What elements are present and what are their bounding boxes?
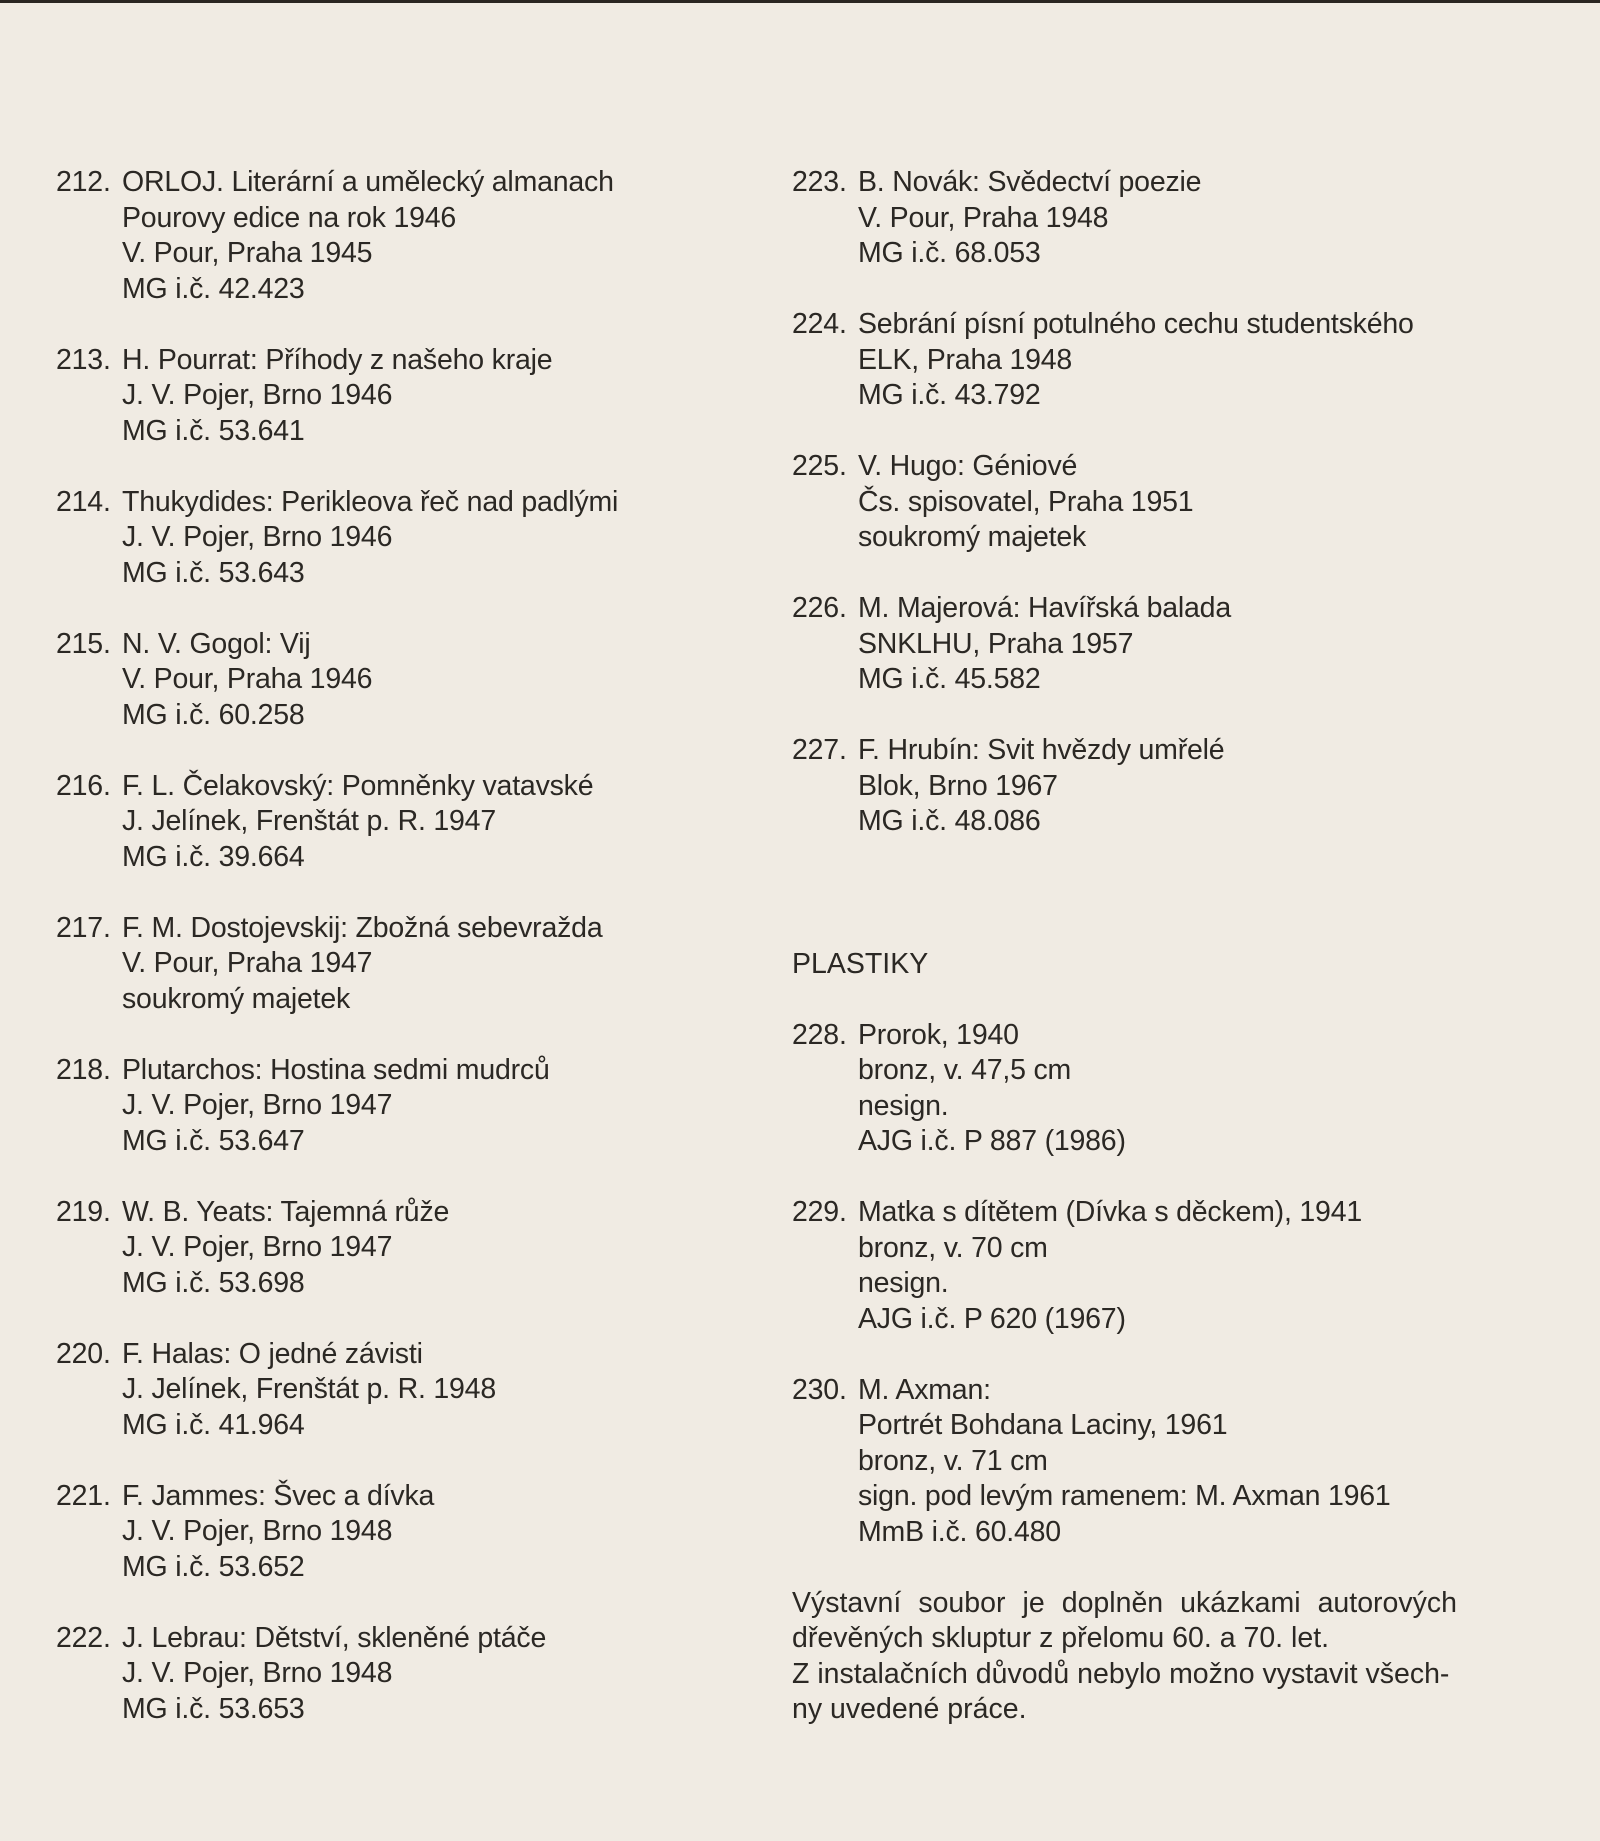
entry-details (122, 1053, 756, 1160)
entry-title: Sebrání písní potulného cechu studentského (858, 308, 1414, 340)
entry-detail-line: MG i.č. 68.053 (858, 237, 1041, 269)
entry-detail-line: soukromý majetek (858, 521, 1087, 553)
entry-detail-line: J. V. Pojer, Brno 1947 (122, 1231, 393, 1263)
entry-number: 228. (792, 1018, 847, 1051)
entry-detail-line: sign. pod levým ramenem: M. Axman 1961 (858, 1480, 1391, 1512)
entry-detail-line: Portrét Bohdana Laciny, 1961 (858, 1409, 1228, 1441)
entry-details (858, 591, 1472, 698)
entry-detail-line: V. Pour, Praha 1945 (122, 237, 373, 269)
entry-title: H. Pourrat: Příhody z našeho kraje (122, 343, 553, 376)
note-line: ny uvedené práce. (792, 1693, 1027, 1725)
entry-number: 212. (56, 166, 111, 198)
entry-detail-line: MmB i.č. 60.480 (858, 1515, 1061, 1548)
entry-number: 224. (792, 308, 847, 340)
entry-title: M. Axman: (858, 1373, 991, 1406)
section-heading-plastiky: PLASTIKY (792, 947, 929, 980)
entry-detail-line: SNKLHU, Praha 1957 (858, 627, 1134, 660)
entry-details (858, 1018, 1472, 1160)
entry-details (122, 343, 756, 450)
catalog-entry (792, 733, 1472, 840)
entry-detail-line: J. V. Pojer, Brno 1948 (122, 1657, 393, 1689)
entry-number: 220. (56, 1337, 111, 1370)
entry-number: 217. (56, 911, 111, 944)
entry-detail-line: Pourovy edice na rok 1946 (122, 201, 457, 234)
entry-title: B. Novák: Svědectví poezie (858, 166, 1202, 198)
catalog-entry (792, 1373, 1472, 1551)
catalog-entry (56, 1053, 756, 1160)
entry-title: J. Lebrau: Dětství, skleněné ptáče (122, 1621, 547, 1654)
entry-details (122, 769, 756, 876)
entry-detail-line: MG i.č. 60.258 (122, 698, 305, 731)
entry-detail-line: bronz, v. 71 cm (858, 1444, 1048, 1477)
entry-detail-line: V. Pour, Praha 1946 (122, 663, 373, 695)
entry-number: 225. (792, 450, 847, 482)
entry-details (122, 1195, 756, 1302)
entry-detail-line: MG i.č. 48.086 (858, 805, 1041, 837)
catalog-entry (56, 627, 756, 734)
catalog-entry (56, 1621, 756, 1728)
entry-number: 221. (56, 1479, 111, 1512)
catalog-entry (56, 485, 756, 592)
entry-detail-line: MG i.č. 53.643 (122, 556, 305, 589)
catalog-entry (56, 911, 756, 1018)
entry-title: V. Hugo: Géniové (858, 450, 1078, 482)
catalog-entry (792, 165, 1472, 272)
entry-detail-line: J. V. Pojer, Brno 1946 (122, 379, 393, 411)
entry-detail-line: V. Pour, Praha 1947 (122, 947, 373, 979)
entry-number: 218. (56, 1053, 111, 1086)
entry-detail-line: MG i.č. 41.964 (122, 1408, 305, 1441)
note-line: dřevěných skluptur z přelomu 60. a 70. let. (792, 1622, 1330, 1654)
entry-detail-line: MG i.č. 53.647 (122, 1124, 305, 1157)
entry-detail-line: bronz, v. 70 cm (858, 1231, 1048, 1264)
entry-details (858, 165, 1472, 272)
entry-detail-line: Čs. spisovatel, Praha 1951 (858, 485, 1194, 518)
entry-details (122, 485, 756, 592)
entry-number: 214. (56, 485, 111, 518)
entry-details (858, 733, 1472, 840)
entry-detail-line: soukromý majetek (122, 982, 351, 1015)
sculpture-list (792, 1018, 1472, 1551)
entry-detail-line: MG i.č. 42.423 (122, 272, 305, 305)
catalog-entry (56, 343, 756, 450)
exhibition-note (792, 1586, 1457, 1728)
catalog-entry (56, 165, 756, 307)
right-column (792, 165, 1472, 1728)
entry-title: F. M. Dostojevskij: Zbožná sebevražda (122, 911, 603, 944)
entry-title: F. Jammes: Švec a dívka (122, 1479, 435, 1512)
entry-detail-line: MG i.č. 53.652 (122, 1550, 305, 1583)
entry-details (858, 449, 1472, 556)
catalog-entry (56, 769, 756, 876)
note-line: Výstavní soubor je doplněn ukázkami autorových (792, 1586, 1457, 1619)
catalog-entry (792, 449, 1472, 556)
entry-detail-line: MG i.č. 53.698 (122, 1266, 305, 1299)
catalog-entry (792, 307, 1472, 414)
entry-details (858, 1195, 1472, 1337)
entry-details (858, 1373, 1472, 1551)
entry-details (122, 1479, 756, 1586)
entry-detail-line: MG i.č. 45.582 (858, 663, 1041, 695)
entry-title: F. L. Čelakovský: Pomněnky vatavské (122, 769, 594, 802)
entry-detail-line: bronz, v. 47,5 cm (858, 1054, 1072, 1086)
entry-detail-line: J. Jelínek, Frenštát p. R. 1947 (122, 805, 496, 837)
entry-detail-line: J. V. Pojer, Brno 1946 (122, 521, 393, 553)
entry-title: Thukydides: Perikleova řeč nad padlými (122, 485, 619, 518)
catalog-entry (792, 1195, 1472, 1337)
entry-detail-line: MG i.č. 43.792 (858, 379, 1041, 411)
entry-detail-line: V. Pour, Praha 1948 (858, 201, 1109, 234)
entry-number: 229. (792, 1196, 847, 1228)
entry-title: F. Halas: O jedné závisti (122, 1337, 423, 1370)
entry-number: 230. (792, 1373, 847, 1406)
entry-title: Plutarchos: Hostina sedmi mudrců (122, 1053, 550, 1086)
entry-detail-line: MG i.č. 39.664 (122, 840, 305, 873)
entry-details (122, 911, 756, 1018)
entry-number: 213. (56, 343, 111, 376)
catalog-entry (56, 1337, 756, 1444)
entry-number: 227. (792, 734, 847, 766)
entry-detail-line: MG i.č. 53.641 (122, 414, 305, 447)
entry-title: W. B. Yeats: Tajemná růže (122, 1195, 450, 1228)
entry-details (122, 165, 756, 307)
left-entry-list (56, 165, 756, 1727)
entry-details (122, 627, 756, 734)
entry-title: Prorok, 1940 (858, 1018, 1019, 1051)
entry-number: 223. (792, 166, 847, 198)
entry-detail-line: Blok, Brno 1967 (858, 769, 1058, 802)
catalog-entry (792, 591, 1472, 698)
catalog-entry (792, 1018, 1472, 1160)
entry-details (122, 1337, 756, 1444)
catalog-entry (56, 1195, 756, 1302)
entry-detail-line: J. V. Pojer, Brno 1947 (122, 1089, 393, 1121)
catalog-entry (56, 1479, 756, 1586)
entry-number: 216. (56, 769, 111, 802)
right-book-list (792, 165, 1472, 840)
entry-number: 222. (56, 1621, 111, 1654)
entry-detail-line: ELK, Praha 1948 (858, 343, 1073, 376)
entry-title: M. Majerová: Havířská balada (858, 592, 1231, 624)
entry-details (122, 1621, 756, 1728)
entry-detail-line: J. Jelínek, Frenštát p. R. 1948 (122, 1373, 496, 1405)
entry-detail-line: nesign. (858, 1267, 949, 1299)
entry-number: 215. (56, 627, 111, 660)
entry-number: 226. (792, 592, 847, 624)
entry-title: F. Hrubín: Svit hvězdy umřelé (858, 734, 1225, 766)
entry-detail-line: nesign. (858, 1089, 949, 1122)
entry-title: Matka s dítětem (Dívka s děckem), 1941 (858, 1196, 1363, 1228)
entry-detail-line: AJG i.č. P 887 (1986) (858, 1125, 1126, 1157)
note-line: Z instalačních důvodů nebylo možno vystavit všech- (792, 1657, 1450, 1690)
entry-details (858, 307, 1472, 414)
entry-detail-line: J. V. Pojer, Brno 1948 (122, 1515, 393, 1547)
left-column (56, 165, 756, 1763)
entry-title: N. V. Gogol: Vij (122, 627, 311, 660)
entry-number: 219. (56, 1195, 111, 1228)
entry-detail-line: AJG i.č. P 620 (1967) (858, 1302, 1126, 1335)
entry-detail-line: MG i.č. 53.653 (122, 1692, 305, 1725)
entry-title: ORLOJ. Literární a umělecký almanach (122, 166, 614, 198)
